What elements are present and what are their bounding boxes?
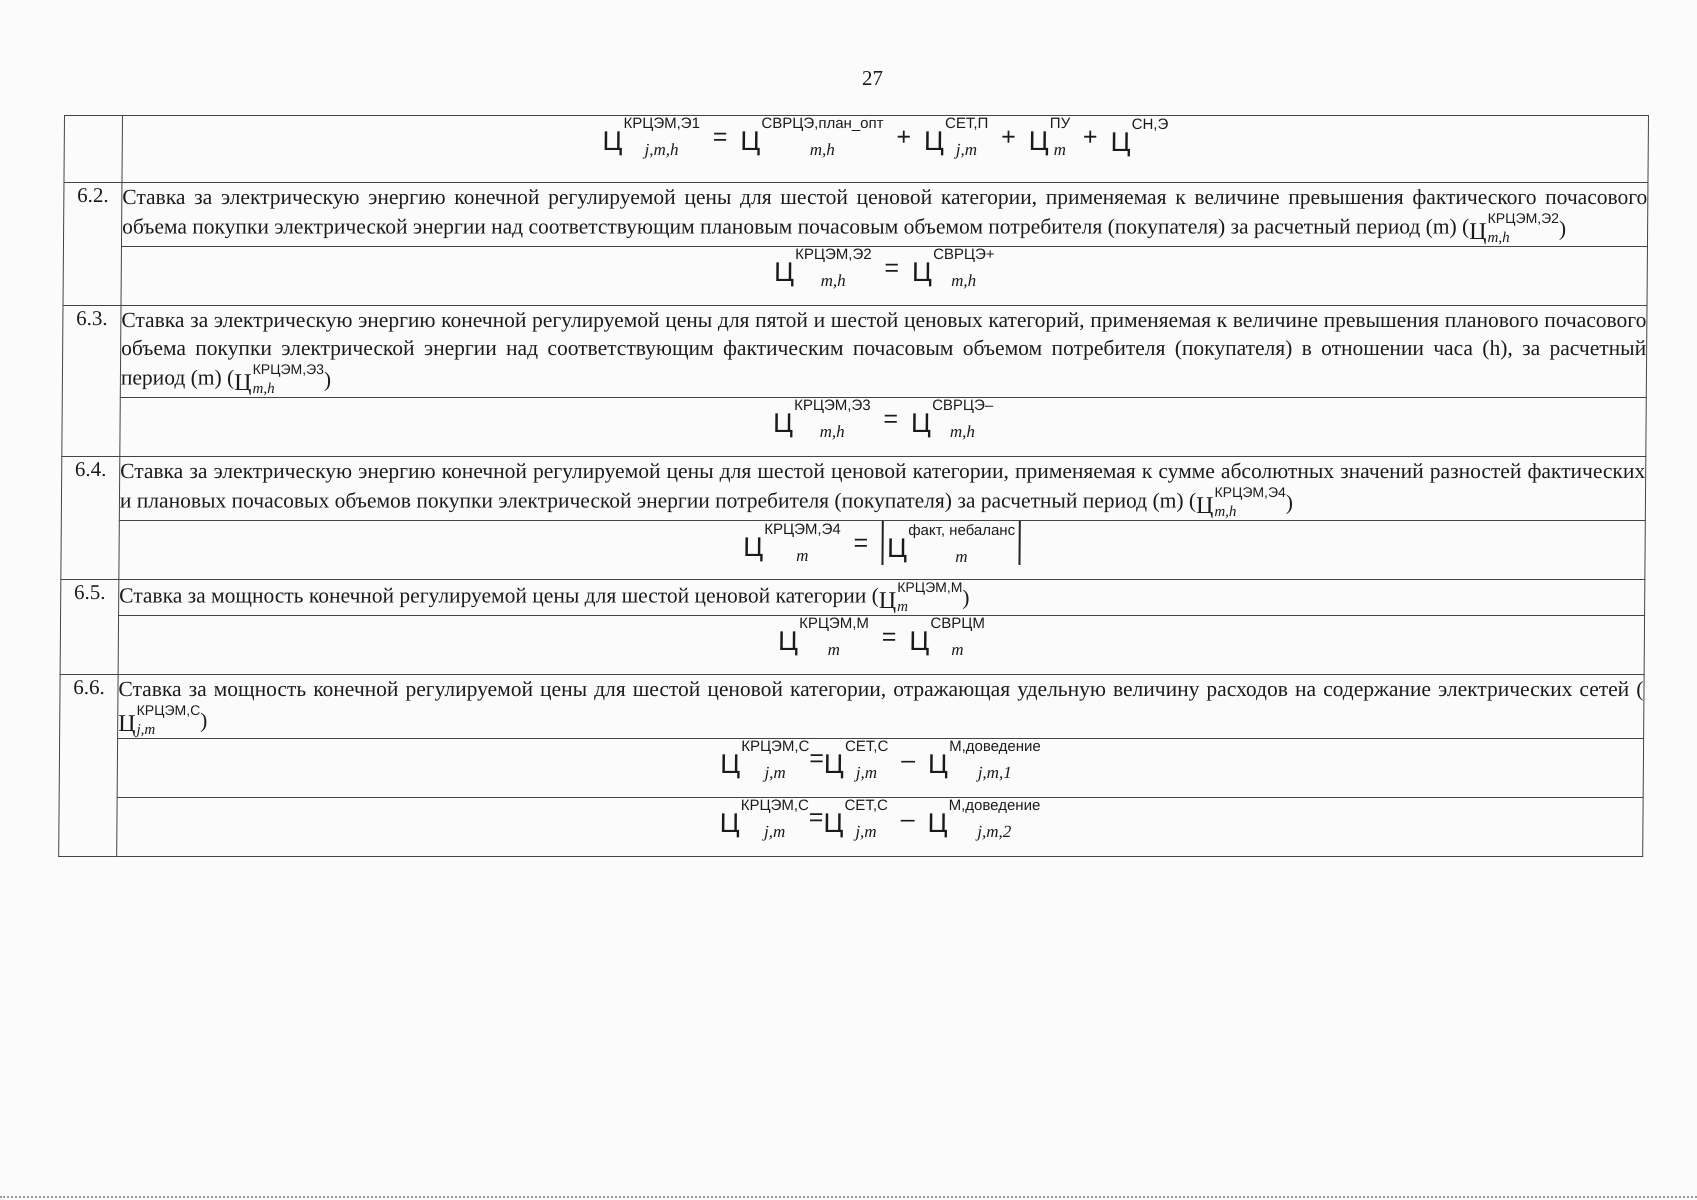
- closing-paren: ): [1558, 216, 1567, 241]
- formula-symbol: Ц СВРЦМ m: [909, 615, 985, 659]
- item-description: [120, 306, 1647, 398]
- inline-symbol: Ц КРЦЭМ,М m: [878, 579, 963, 615]
- formula-symbol: Ц СВРЦЭ+ m,h: [911, 246, 995, 290]
- equals-sign: =: [884, 253, 900, 282]
- table-row: [61, 580, 1645, 616]
- formula-symbol: Ц СВРЦЭ– m,h: [910, 397, 994, 441]
- table-row: [60, 675, 1645, 739]
- formula-symbol: Ц М,доведение j,m,1: [927, 738, 1041, 782]
- formula-cell: [119, 521, 1645, 580]
- formula-cell: [117, 798, 1643, 857]
- formula-symbol: Ц СЕТ,С j,m: [823, 738, 889, 782]
- formula-symbol: Ц СЕТ,С j,m: [823, 797, 888, 841]
- formula-symbol: Ц КРЦЭМ,С j,m: [719, 797, 809, 841]
- absolute-value: [881, 521, 1021, 565]
- formula-symbol: Ц СЕТ,П j,m: [923, 115, 989, 159]
- closing-paren: ): [200, 708, 208, 733]
- formula-symbol: Ц КРЦЭМ,М m: [777, 615, 869, 659]
- equals-sign: =: [881, 622, 897, 651]
- equals-sign: =: [883, 404, 899, 433]
- formula-symbol: Ц ПУ m: [1028, 115, 1071, 159]
- item-number: 6.4.: [61, 457, 120, 580]
- description-text: Ставка за мощность конечной регулируемой цены для шестой ценовой категории (: [119, 583, 879, 608]
- inline-symbol: Ц КРЦЭМ,Э4 m,h: [1195, 484, 1286, 520]
- minus-sign: –: [901, 745, 916, 774]
- description-text: Ставка за электрическую энергию конечной регулируемой цены для шестой ценовой категории, применяемая к сумме абсолютных значений разностей фактических и плановых почасовых объемов покупки электрической энергии потребителя (покупателя) за расчетный период (m) (: [119, 459, 1646, 513]
- table-row: [64, 116, 1649, 183]
- description-text: Ставка за электрическую энергию конечной регулируемой цены для пятой и шестой ценовых категорий, применяемая к величине превышения планового почасового объема покупки электрической энергии над соответствующим фактическим почасовым объемом потребителя (покупателя) в отношении часа (h), за расчетный период (m) (: [120, 308, 1647, 390]
- page-number: 27: [862, 66, 883, 90]
- table-row: [61, 521, 1645, 580]
- plus-sign: +: [896, 122, 912, 151]
- item-number: 6.5.: [60, 580, 119, 675]
- inline-symbol: Ц КРЦЭМ,Э3 m,h: [234, 361, 325, 397]
- equals-sign: =: [809, 744, 825, 773]
- formula-symbol: Ц КРЦЭМ,Э2 m,h: [773, 246, 872, 290]
- item-description: [118, 675, 1645, 739]
- formula-symbol: Ц КРЦЭМ,С j,m: [720, 738, 810, 782]
- inline-symbol: Ц КРЦЭМ,С j,m: [118, 702, 201, 738]
- minus-sign: –: [900, 804, 915, 833]
- formula-symbol: Ц СВРЦЭ,план_опт m,h: [740, 115, 884, 159]
- table-row: [61, 457, 1646, 521]
- table-row: [59, 739, 1643, 798]
- formula-cell: [122, 116, 1649, 183]
- closing-paren: ): [962, 585, 970, 610]
- formula-symbol: Ц М,доведение j,m,2: [927, 797, 1041, 841]
- formula-cell: [120, 398, 1646, 457]
- plus-sign: +: [1001, 122, 1016, 151]
- formula-symbol: Ц КРЦЭМ,Э4 m: [743, 521, 841, 565]
- formula-symbol: Ц СН,Э: [1110, 116, 1169, 157]
- table-row: [63, 247, 1647, 306]
- table-row: [62, 398, 1646, 457]
- item-description: [121, 183, 1648, 247]
- description-text: Ставка за электрическую энергию конечной регулируемой цены для шестой ценовой категории, применяемая к величине превышения фактического почасового объема покупки электрической энергии над соответствующим плановым почасовым объемом потребителя (покупателя) за расчетный период (m) (: [122, 185, 1648, 239]
- formula-cell: [117, 739, 1643, 798]
- closing-paren: ): [1285, 490, 1294, 515]
- formula-symbol: Ц КРЦЭМ,Э1 j,m,h: [602, 115, 701, 159]
- item-number: 6.3.: [62, 306, 121, 457]
- number-cell: [64, 116, 123, 183]
- closing-paren: ): [323, 367, 332, 392]
- item-description: [119, 457, 1646, 521]
- tariff-table: [58, 115, 1649, 857]
- table-row: [62, 306, 1647, 398]
- item-number: 6.2.: [63, 183, 122, 306]
- formula-cell: [118, 616, 1644, 675]
- table-row: [63, 183, 1648, 247]
- formula-symbol: Ц факт, небаланс m: [886, 522, 1016, 566]
- equals-sign: =: [808, 803, 824, 832]
- item-number: 6.6.: [59, 675, 118, 857]
- table-row: [60, 616, 1644, 675]
- plus-sign: +: [1082, 122, 1098, 151]
- description-text: Ставка за мощность конечной регулируемой цены для шестой ценовой категории, отражающая удельную величину расходов на содержание электрических сетей (: [118, 677, 1644, 701]
- equals-sign: =: [853, 528, 869, 557]
- scan-edge-line: [0, 1196, 1697, 1198]
- table-row: [59, 798, 1643, 857]
- formula-cell: [121, 247, 1647, 306]
- item-description: [119, 580, 1645, 616]
- equals-sign: =: [712, 122, 728, 151]
- formula-symbol: Ц КРЦЭМ,Э3 m,h: [772, 397, 871, 441]
- inline-symbol: Ц КРЦЭМ,Э2 m,h: [1469, 210, 1560, 246]
